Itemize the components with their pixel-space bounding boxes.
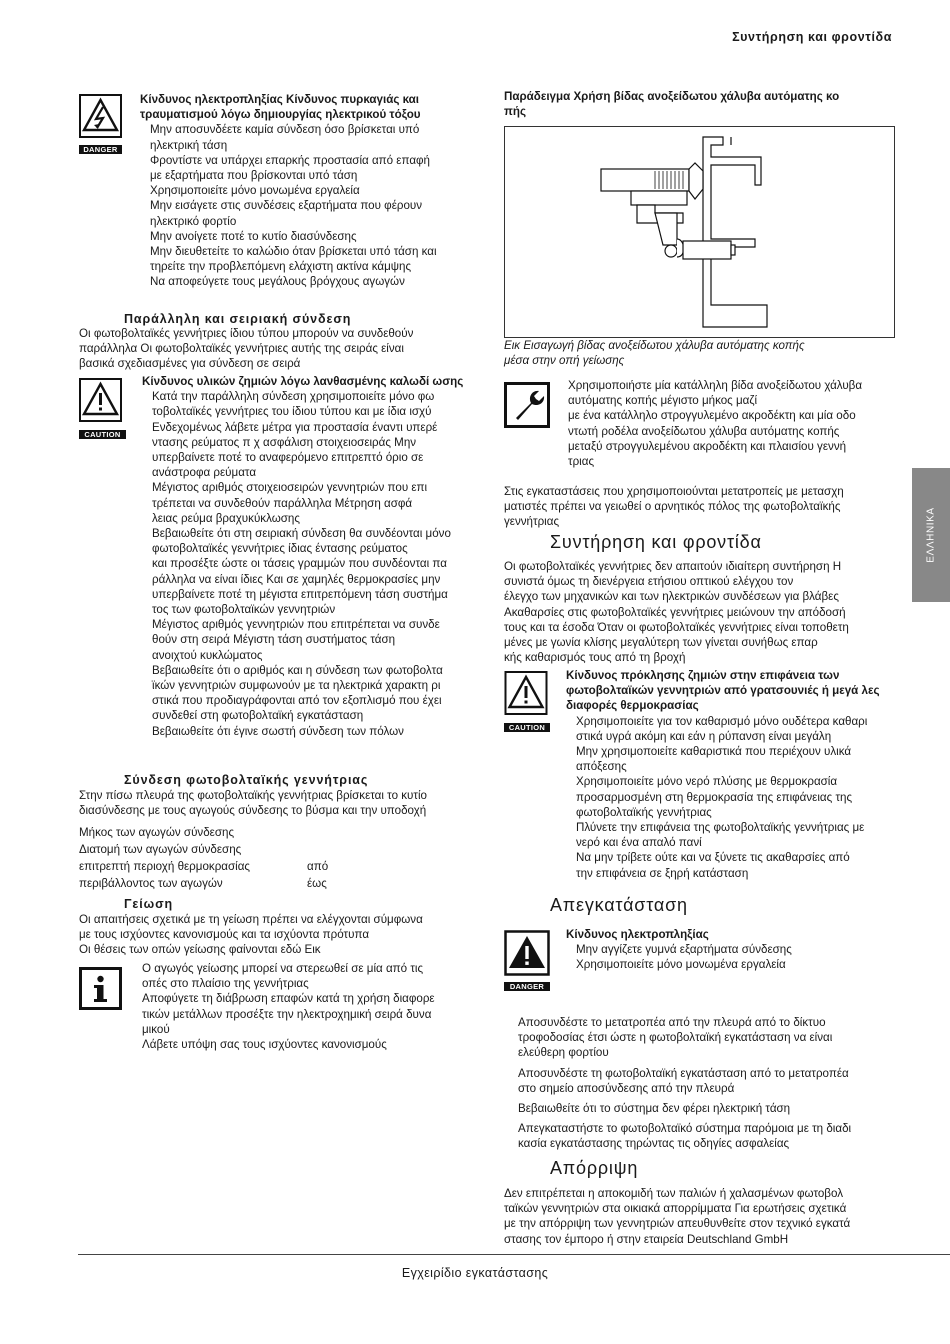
danger-title: Κίνδυνος ηλεκτροπληξίας — [566, 928, 709, 941]
text-line: Να μην τρίβετε ούτε και να ξύνετε τις ακαθαρσίες από — [576, 851, 850, 865]
text-line: με εξαρτήματα που βρίσκονται υπό τάση — [150, 169, 358, 183]
text-line: Μέγιστος αριθμός στοιχειοσειρών γεννητριών που επι — [152, 481, 428, 495]
section-heading-disposal: Απόρριψη — [550, 1158, 639, 1178]
text-line: μικού — [142, 1022, 170, 1036]
text-line: συνδεθεί στη φωτοβολταϊκή εγκατάσταση — [152, 709, 364, 723]
grounding-intro — [79, 912, 469, 958]
text-line: υπερβαίνετε ποτέ το αναφερόμενο επιτρεπτό όριο σε — [152, 451, 424, 465]
text-line: παράλληλα Οι φωτοβολταϊκές γεννήτριες αυτής της σειράς είναι — [79, 342, 404, 356]
text-line: Πλύνετε την επιφάνεια της φωτοβολταϊκής γεννήτριας με — [576, 821, 865, 835]
spec-value: από — [307, 860, 329, 873]
text-line: λειας ρεύμα βραχυκύκλωσης — [152, 511, 300, 525]
section-heading-grounding: Γείωση — [124, 897, 174, 911]
text-line: ϊκών γεννητριών συμφωνούν με τα ηλεκτρικά χαρακτη ρι — [152, 679, 441, 693]
text-line: Οι φωτοβολταϊκές γεννήτριες ίδιου τύπου μπορούν να συνδεθούν — [79, 327, 414, 340]
text-line: Αποφύγετε τη διάβρωση επαφών κατά τη χρήση διαφορε — [142, 992, 435, 1006]
danger-triangle-icon — [504, 930, 550, 976]
text-line: Βεβαιωθείτε ότι έγινε σωστή σύνδεση των πόλων — [152, 724, 404, 738]
text-line: με τους ισχύοντες κανονισμούς και τα ισχύοντα πρότυπα — [79, 928, 370, 942]
warning-triangle-icon — [79, 378, 122, 422]
screw-diagram — [505, 127, 894, 337]
tool-note — [568, 378, 894, 469]
text-line: Χρησιμοποιείτε για τον καθαρισμό μόνο ουδέτερα καθαρι — [576, 714, 868, 728]
text-line: ανοιχτού κυκλώματος — [152, 648, 263, 662]
section-heading-maintenance: Συντήρηση και φροντίδα — [550, 532, 762, 552]
text-line: ντωτή ροδέλα ανοξείδωτου χάλυβα αυτόματης κοπής — [568, 424, 840, 438]
footer-rule — [78, 1254, 950, 1255]
danger-label: DANGER — [79, 145, 122, 154]
text-line: την επιφάνεια σε ξηρή κατάσταση — [576, 866, 749, 880]
danger-lines — [566, 942, 894, 972]
text-line: τριας — [568, 455, 595, 469]
removal-step — [518, 1101, 894, 1116]
text-line: Φροντίστε να υπάρχει επαρκής προστασία από επαφή — [150, 153, 430, 167]
danger-lines — [140, 122, 470, 289]
text-line: ηλεκτρική τάση — [150, 138, 228, 152]
text-line: υπερβαίνετε ποτέ τη μέγιστα επιτρεπόμενη τάση συστήμα — [152, 587, 448, 601]
text-line: αυτόματης κοπής μέγιστο μήκος μαζί — [568, 394, 758, 408]
text-line: ματιστές πρέπει να γειωθεί ο αρνητικός πόλος της φωτοβολταϊκής — [504, 500, 841, 514]
removal-step — [518, 1015, 894, 1061]
text-line: Μην ανοίγετε ποτέ το κυτίο διασύνδεσης — [150, 229, 357, 243]
text-line: διασύνδεσης με τους αγωγούς σύνδεσης το βύσμα και την υποδοχή — [79, 804, 427, 818]
spec-value: έως — [307, 877, 327, 890]
text-line: Χρησιμοποιήστε μία κατάλληλη βίδα ανοξείδωτου χάλυβα — [568, 379, 863, 392]
text-line: τους και τα έσοδα Όταν οι φωτοβολταϊκές γεννήτριες είναι τοποθετη — [504, 620, 849, 634]
wrench-icon — [504, 382, 550, 428]
spec-row — [79, 824, 469, 841]
text-line: φωτοβολταϊκής γεννήτριας — [576, 805, 712, 819]
text-line: Χρησιμοποιείτε μόνο μονωμένα εργαλεία — [576, 958, 786, 972]
text-line: Στην πίσω πλευρά της φωτοβολταϊκής γεννήτριας βρίσκεται το κυτίο — [79, 789, 427, 802]
language-tab — [912, 468, 950, 602]
text-line: Μην αγγίζετε γυμνά εξαρτήματα σύνδεσης — [576, 943, 792, 957]
text-line: μένες με γωνία κλίσης μεγαλύτερη των γίνεται συνήθως επαρ — [504, 636, 818, 650]
spec-key: περιβάλλοντος των αγωγών — [79, 877, 223, 890]
text-line: Μην χρησιμοποιείτε καθαριστικά που περιέχουν υλικά — [576, 745, 852, 759]
text-line: ελεύθερη φορτίου — [518, 1046, 609, 1060]
disposal-text — [504, 1186, 894, 1247]
spec-key: Μήκος των αγωγών σύνδεσης — [79, 826, 235, 839]
removal-steps — [518, 1015, 894, 1157]
text-line: Χρησιμοποιείτε μόνο μονωμένα εργαλεία — [150, 184, 360, 198]
caution-title: Κίνδυνος πρόκλησης ζημιών στην επιφάνεια των φωτοβολταϊκών γεννητριών από γρατσουνιές ή μεγά λες διαφορές θερμοκρασίας — [566, 669, 880, 713]
text-line: θούν στη σειρά Μέγιστη τάση συστήματος τάση — [152, 633, 396, 647]
text-line: Ο αγωγός γείωσης μπορεί να στερεωθεί σε μία από τις — [142, 962, 424, 975]
text-line: τροφοδοσίας έτσι ώστε η φωτοβολταϊκή εγκατάσταση να είναι — [518, 1031, 833, 1045]
caution-notice-2 — [566, 668, 894, 881]
text-line: Ενδεχομένως λάβετε μέτρα για προστασία έναντι υπερέ — [152, 420, 438, 434]
info-icon — [79, 967, 122, 1010]
text-line: Να αποφεύγετε τους μεγάλους βρόγχους αγωγών — [150, 275, 405, 289]
text-line: τοβολταϊκές γεννήτριες του ίδιου τύπου και με ίδια ισχύ — [152, 405, 432, 419]
text-line: με την απόρριψη των γεννητριών απευθυνθείτε στον τεχνικό εγκατά — [504, 1217, 851, 1231]
caution-lines — [142, 389, 469, 739]
text-line: έλεγχο των μηχανικών και των ηλεκτρικών συνδέσεων για βλάβες — [504, 590, 839, 604]
parallel-intro — [79, 326, 469, 372]
text-line: απόξεσης — [576, 760, 627, 774]
caution-lines — [566, 714, 894, 881]
text-line: κής καθαρισμός τους από τη βροχή — [504, 651, 686, 665]
inverter-note — [504, 484, 894, 530]
text-line: ηλεκτρικό φορτίο — [150, 214, 237, 228]
text-line: Μην εισάγετε στις συνδέσεις εξαρτήματα που φέρουν — [150, 199, 423, 213]
text-line: Ακαθαρσίες στις φωτοβολταϊκές γεννήτριες μειώνουν την απόδοσή — [504, 605, 846, 619]
text-line: Αποσυνδέστε τη φωτοβολταϊκή εγκατάσταση από το μετατροπέα — [518, 1066, 849, 1080]
text-line: τος των φωτοβολταϊκών γεννητριών — [152, 603, 336, 617]
text-line: κασία εγκατάστασης τηρώντας τις οδηγίες ασφαλείας — [518, 1137, 790, 1151]
text-line: νερό και ένα απαλό πανί — [576, 836, 702, 850]
language-tab-label: ΕΛΛΗΝΙΚΑ — [925, 507, 937, 563]
text-line: Αποσυνδέστε το μετατροπέα από την πλευρά από το δίκτυο — [518, 1016, 826, 1029]
warning-triangle-icon — [504, 671, 548, 715]
removal-step — [518, 1066, 894, 1096]
spec-key: επιτρεπτή περιοχή θερμοκρασίας — [79, 860, 251, 873]
text-line: Οι φωτοβολταϊκές γεννήτριες δεν απαιτούν ιδιαίτερη συντήρηση Η — [504, 560, 842, 573]
text-line: ταϊκών γεννητριών στα οικιακά απορρίμματα Για ερωτήσεις σχετικά — [504, 1202, 847, 1216]
caution-title: Κίνδυνος υλικών ζημιών λόγω λανθασμένης καλωδί ωσης — [142, 375, 464, 388]
text-line: πής — [504, 105, 526, 119]
connection-specs — [79, 824, 469, 892]
spec-row — [79, 841, 469, 858]
text-line: Μέγιστος αριθμός γεννητριών που επιτρέπεται να συνδε — [152, 618, 440, 632]
text-line: Απεγκαταστήστε το φωτοβολταϊκό σύστημα παρόμοια με τη διαδι — [518, 1122, 852, 1136]
text-line: Χρησιμοποιείτε μόνο νερό πλύσης με θερμοκρασία — [576, 775, 838, 789]
spec-key: Διατομή των αγωγών σύνδεσης — [79, 843, 242, 856]
section-heading-connection: Σύνδεση φωτοβολταϊκής γεννήτριας — [124, 773, 369, 787]
text-line: φωτοβολταϊκές γεννήτριες ίδιας έντασης ρεύματος — [152, 542, 408, 556]
text-line: μέσα στην οπή γείωσης — [504, 354, 625, 368]
text-line: στικά υγρά ακόμη και εάν η ρύπανση είναι μεγάλη — [576, 729, 832, 743]
text-line: Οι θέσεις των οπών γείωσης φαίνονται εδώ Εικ — [79, 943, 321, 957]
maintenance-text — [504, 559, 894, 665]
text-line: στικά που προδιαγράφονται από τον εξοπλισμό που έχει — [152, 694, 442, 708]
removal-step — [518, 1121, 894, 1151]
running-header: Συντήρηση και φροντίδα — [732, 30, 892, 44]
text-line: Βεβαιωθείτε ότι ο αριθμός και η σύνδεση των φωτοβολτα — [152, 663, 443, 677]
text-line: ανάστροφα ρεύματα — [152, 466, 257, 480]
text-line: και προσέξτε ώστε οι τάσεις γραμμών που συνδέονται πα — [152, 557, 447, 571]
text-line: στο σημείο αποσύνδεσης από την πλευρά — [518, 1081, 735, 1095]
text-line: Κατά την παράλληλη σύνδεση χρησιμοποιείτε μόνο φω — [152, 390, 435, 404]
text-line: τρέπεται να συνδεθούν παράλληλα Μέτρηση ασφά — [152, 496, 413, 510]
text-line: Βεβαιωθείτε ότι στη σειριακή σύνδεση θα συνδέονται μόνο — [152, 527, 451, 541]
text-line: ράλληλα να είναι ίδιες Και σε χαμηλές θερμοκρασίες μην — [152, 572, 441, 586]
text-line: τικών μετάλλων προσέξτε την ηλεκτροχημική σειρά δυνα — [142, 1007, 432, 1021]
figure-screw-insertion — [504, 126, 895, 338]
text-line: Δεν επιτρέπεται η αποκομιδή των παλιών ή χαλασμένων φωτοβολ — [504, 1187, 844, 1200]
example-title — [504, 89, 884, 119]
text-line: Στις εγκαταστάσεις που χρησιμοποιούνται μετατροπείς με μετασχη — [504, 485, 844, 498]
text-line: Παράδειγμα Χρήση βίδας ανοξείδωτου χάλυβα αυτόματης κο — [504, 90, 840, 103]
info-notice — [142, 961, 469, 1052]
spec-row — [79, 858, 469, 875]
danger-title: Κίνδυνος ηλεκτροπληξίας Κίνδυνος πυρκαγιάς και τραυματισμού λόγω δημιουργίας ηλεκτρικού τόξου — [140, 93, 421, 122]
text-line: Λάβετε υπόψη σας τους ισχύοντες κανονισμούς — [142, 1038, 387, 1052]
text-line: ντασης ρεύματος π χ ασφάλιση στοιχειοσειράς Μην — [152, 435, 417, 449]
section-heading-removal: Απεγκατάσταση — [550, 895, 688, 915]
text-line: τηρείτε την προβλεπόμενη ελάχιστη ακτίνα κάμψης — [150, 260, 412, 274]
danger-notice-1 — [140, 92, 470, 290]
text-line: Μην διευθετείτε το καλώδιο όταν βρίσκεται υπό τάση και — [150, 245, 437, 259]
text-line: Οι απαιτήσεις σχετικά με τη γείωση πρέπει να ελέγχονται σύμφωνα — [79, 913, 423, 926]
text-line: συνιστά όμως τη διενέργεια ετήσιου οπτικού ελέγχου τον — [504, 575, 794, 589]
danger-notice-2 — [566, 927, 894, 973]
text-line: γεννήτριας — [504, 515, 560, 529]
text-line: οπές στο πλαίσιο της γεννήτριας — [142, 977, 309, 991]
text-line: προσαρμοσμένη στη θερμοκρασία της επιφάνειας της — [576, 790, 853, 804]
caution-notice-1 — [142, 374, 469, 739]
text-line: Βεβαιωθείτε ότι το σύστημα δεν φέρει ηλεκτρική τάση — [518, 1102, 791, 1116]
spec-row — [79, 875, 469, 892]
danger-label: DANGER — [504, 982, 550, 991]
text-line: μεταξύ στρογγυλεμένου ακροδέκτη και πλαισίου γεννή — [568, 439, 847, 453]
electric-danger-icon — [79, 94, 122, 138]
text-line: με ένα κατάλληλο στρογγυλεμένο ακροδέκτη και μία οδο — [568, 409, 856, 423]
text-line: Μην αποσυνδέετε καμία σύνδεση όσο βρίσκεται υπό — [150, 123, 420, 137]
figure-caption — [504, 338, 894, 368]
caution-label: CAUTION — [79, 430, 126, 439]
caution-label: CAUTION — [504, 723, 550, 732]
connection-intro — [79, 788, 469, 818]
section-heading-parallel: Παράλληλη και σειριακή σύνδεση — [124, 312, 352, 326]
text-line: Εικ Εισαγωγή βίδας ανοξείδωτου χάλυβα αυτόματης κοπής — [504, 339, 805, 352]
text-line: βασικά σχεδιασμένες για σύνδεση σε σειρά — [79, 357, 301, 371]
footer-title: Εγχειρίδιο εγκατάστασης — [401, 1266, 549, 1280]
text-line: στασης τον έμπορο ή στην εταιρεία Deutschland GmbH — [504, 1232, 789, 1246]
